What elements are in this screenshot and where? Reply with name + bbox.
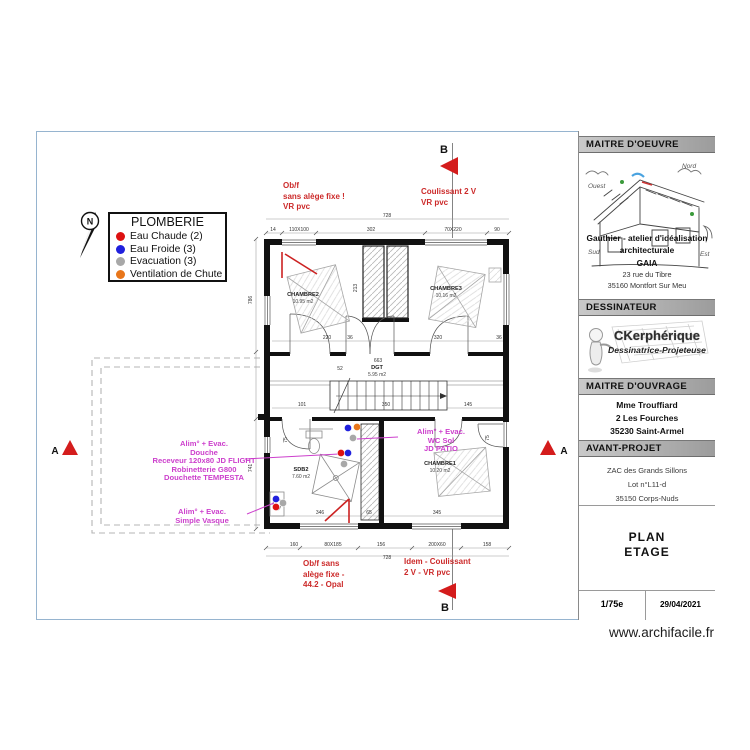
drafter-logo-subtitle: Dessinatrice-Projeteuse	[608, 345, 706, 355]
plan-title-line1: PLAN	[628, 530, 666, 544]
dimension-label: 302	[366, 227, 376, 233]
avant-projet-header: AVANT-PROJET	[579, 440, 715, 457]
dimension-label: 110X100	[289, 227, 309, 233]
annotation-window-top-right	[421, 187, 476, 208]
nightstand	[489, 268, 501, 282]
annotation-line: Douchette TEMPESTA	[163, 473, 245, 483]
room-area: 7.60 m2	[291, 474, 311, 480]
room-area: 10.16 m2	[435, 293, 457, 299]
dimension-label: 156	[376, 542, 386, 548]
annotation-line: alège fixe -	[303, 569, 345, 579]
maitre-oeuvre-header: MAITRE D'OEUVRE	[579, 136, 715, 153]
wc-tank	[306, 431, 322, 438]
annotation-douche	[128, 440, 280, 483]
dimension-label: 36	[496, 335, 502, 341]
room-name: CHAMBRE3	[430, 286, 462, 292]
annotation-wc	[396, 428, 486, 454]
legend-item	[116, 230, 225, 243]
dimension-label: 346	[315, 510, 325, 516]
client-address1: 2 Les Fourches	[615, 413, 679, 423]
client-name: Mme Trouffiard	[616, 400, 678, 410]
annotation-line: 2 V - VR pvc	[404, 567, 451, 577]
annotation-line: Alim° + Evac.	[417, 427, 465, 436]
annotation-line: Simple Vasque	[175, 515, 229, 525]
legend-item-label: Evacuation (3)	[130, 256, 197, 268]
shower	[312, 454, 359, 501]
project-location1: ZAC des Grands Sillons	[606, 466, 688, 475]
room-name: DGT	[371, 365, 383, 371]
separator	[579, 590, 715, 591]
legend-item-label: Eau Chaude (2)	[130, 230, 203, 242]
separator	[579, 505, 715, 506]
annotation-line: Robinetterie G800	[171, 464, 237, 474]
sketch-label-est: Est	[700, 251, 710, 258]
architect-name-line2: architecturale	[619, 245, 675, 255]
ventilation-swatch	[116, 270, 125, 279]
north-compass	[80, 212, 99, 258]
annotation-line: WC Sol	[427, 435, 455, 445]
ventilation-dot	[353, 423, 360, 430]
evacuation-dot	[340, 460, 347, 467]
architect-brand: GAIA	[636, 258, 658, 268]
annotation-line: 44.2 - Opal	[303, 580, 344, 590]
eau-chaude-swatch	[116, 232, 125, 241]
dimension-label: 145	[463, 402, 473, 408]
project-location2: 35150 Corps-Nuds	[615, 494, 679, 503]
sketch-label-nord: Nord	[682, 163, 697, 170]
north-label: N	[86, 216, 94, 227]
room-name: SDB2	[293, 467, 309, 473]
dimension-label: 213	[353, 283, 359, 293]
dimension-label: 320	[433, 335, 443, 341]
dimension-label: 14	[270, 227, 276, 233]
plan-scale: 1/75e	[600, 599, 624, 609]
dimension-label: 101	[297, 402, 307, 408]
legend-item-label: Ventilation de Chute	[130, 269, 223, 281]
plumbing-legend	[108, 212, 227, 282]
plan-date: 29/04/2021	[660, 600, 701, 609]
dimension-label: 36	[347, 335, 353, 341]
section-b-top-triangle	[440, 157, 458, 175]
dimension-label: 786	[248, 295, 254, 305]
dessinateur-header: DESSINATEUR	[579, 299, 715, 316]
eau-froide-swatch	[116, 245, 125, 254]
dimension-label: 75	[283, 437, 289, 443]
annotation-line: JD PATIO	[424, 444, 458, 454]
sketch-label-ouest: Ouest	[588, 183, 606, 190]
dimension-label: 728	[382, 555, 392, 561]
annotation-window-bottom-left	[303, 559, 344, 591]
dimension-label: 80X185	[324, 542, 342, 548]
client-address2: 35230 Saint-Armel	[610, 426, 684, 436]
annotation-line: Coulissant 2 V	[421, 187, 477, 196]
dimension-label: 741	[248, 463, 254, 473]
room-name: CHAMBRE1	[424, 461, 456, 467]
room-name: CHAMBRE2	[287, 292, 319, 298]
eau-chaude-dot	[337, 449, 344, 456]
annotation-line: VR pvc	[283, 202, 311, 212]
dimension-label: 52	[337, 366, 343, 372]
section-b-top-label: B	[440, 144, 448, 156]
dimension-label: 75	[485, 435, 491, 441]
dimension-label: 220	[322, 335, 332, 341]
architect-name-line1: Gauthier - atelier d'idéalisation	[586, 233, 708, 243]
legend-item	[116, 243, 225, 256]
legend-title: PLOMBERIE	[131, 215, 204, 229]
annotation-vasque	[150, 508, 254, 525]
dimension-label: 200X60	[428, 542, 446, 548]
section-a-right-triangle	[540, 440, 556, 455]
dimension-label: 65	[366, 510, 372, 516]
section-a-left-label: A	[51, 446, 59, 457]
annotation-line: sans alège fixe !	[283, 191, 345, 201]
section-b-bottom-triangle	[438, 583, 456, 599]
room-area: 10.95 m2	[292, 299, 314, 305]
legend-item	[116, 268, 225, 281]
room-area: 10.20 m2	[429, 468, 451, 474]
dimension-label: 70X220	[444, 227, 462, 233]
evacuation-dot	[349, 434, 356, 441]
dimension-label: 160	[289, 542, 299, 548]
dimension-label: 663	[373, 358, 383, 364]
architect-address2: 35160 Montfort Sur Meu	[607, 281, 687, 290]
evacuation-dot	[279, 499, 286, 506]
archifacile-watermark: www.archifacile.fr	[608, 625, 714, 640]
project-lot: Lot n°L11-d	[627, 480, 667, 489]
annotation-line: Douche	[190, 447, 218, 457]
annotation-line: Alim° + Evac.	[178, 507, 226, 516]
evacuation-swatch	[116, 257, 125, 266]
annotation-line: Idem - Coulissant	[404, 557, 471, 566]
eau-chaude-dot	[272, 503, 279, 510]
dimension-label: 350	[381, 402, 391, 408]
plan-title-line2: ETAGE	[624, 545, 670, 559]
dimension-label: 158	[482, 542, 492, 548]
annotation-line: Receveur 120x80 JD FLIGHT	[152, 456, 256, 466]
annotation-line: Ob/f sans	[303, 559, 340, 568]
room-area: 5.95 m2	[367, 372, 387, 378]
eau-froide-dot	[272, 495, 279, 502]
dimension-label: 345	[432, 510, 442, 516]
eau-froide-dot	[344, 449, 351, 456]
maitre-ouvrage-header: MAITRE D'OUVRAGE	[579, 378, 715, 395]
legend-item-label: Eau Froide (3)	[130, 243, 196, 255]
dimension-label: 728	[382, 213, 392, 219]
section-b-bottom-label: B	[441, 602, 449, 614]
sketch-label-sud: Sud	[588, 249, 600, 256]
architect-address1: 23 rue du Tibre	[622, 270, 672, 279]
annotation-window-bottom-right	[404, 557, 471, 578]
dimension-label: 90	[494, 227, 500, 233]
drafter-logo-title: CKerphérique	[614, 328, 700, 343]
legend-item	[116, 256, 225, 269]
annotation-line: Alim° + Evac.	[180, 439, 228, 448]
section-a-right-label: A	[560, 446, 568, 457]
section-a-left-triangle	[62, 440, 78, 455]
annotation-window-top-left	[283, 181, 345, 213]
annotation-line: VR pvc	[421, 197, 449, 207]
eau-froide-dot	[344, 424, 351, 431]
annotation-line: Ob/f	[283, 181, 299, 190]
